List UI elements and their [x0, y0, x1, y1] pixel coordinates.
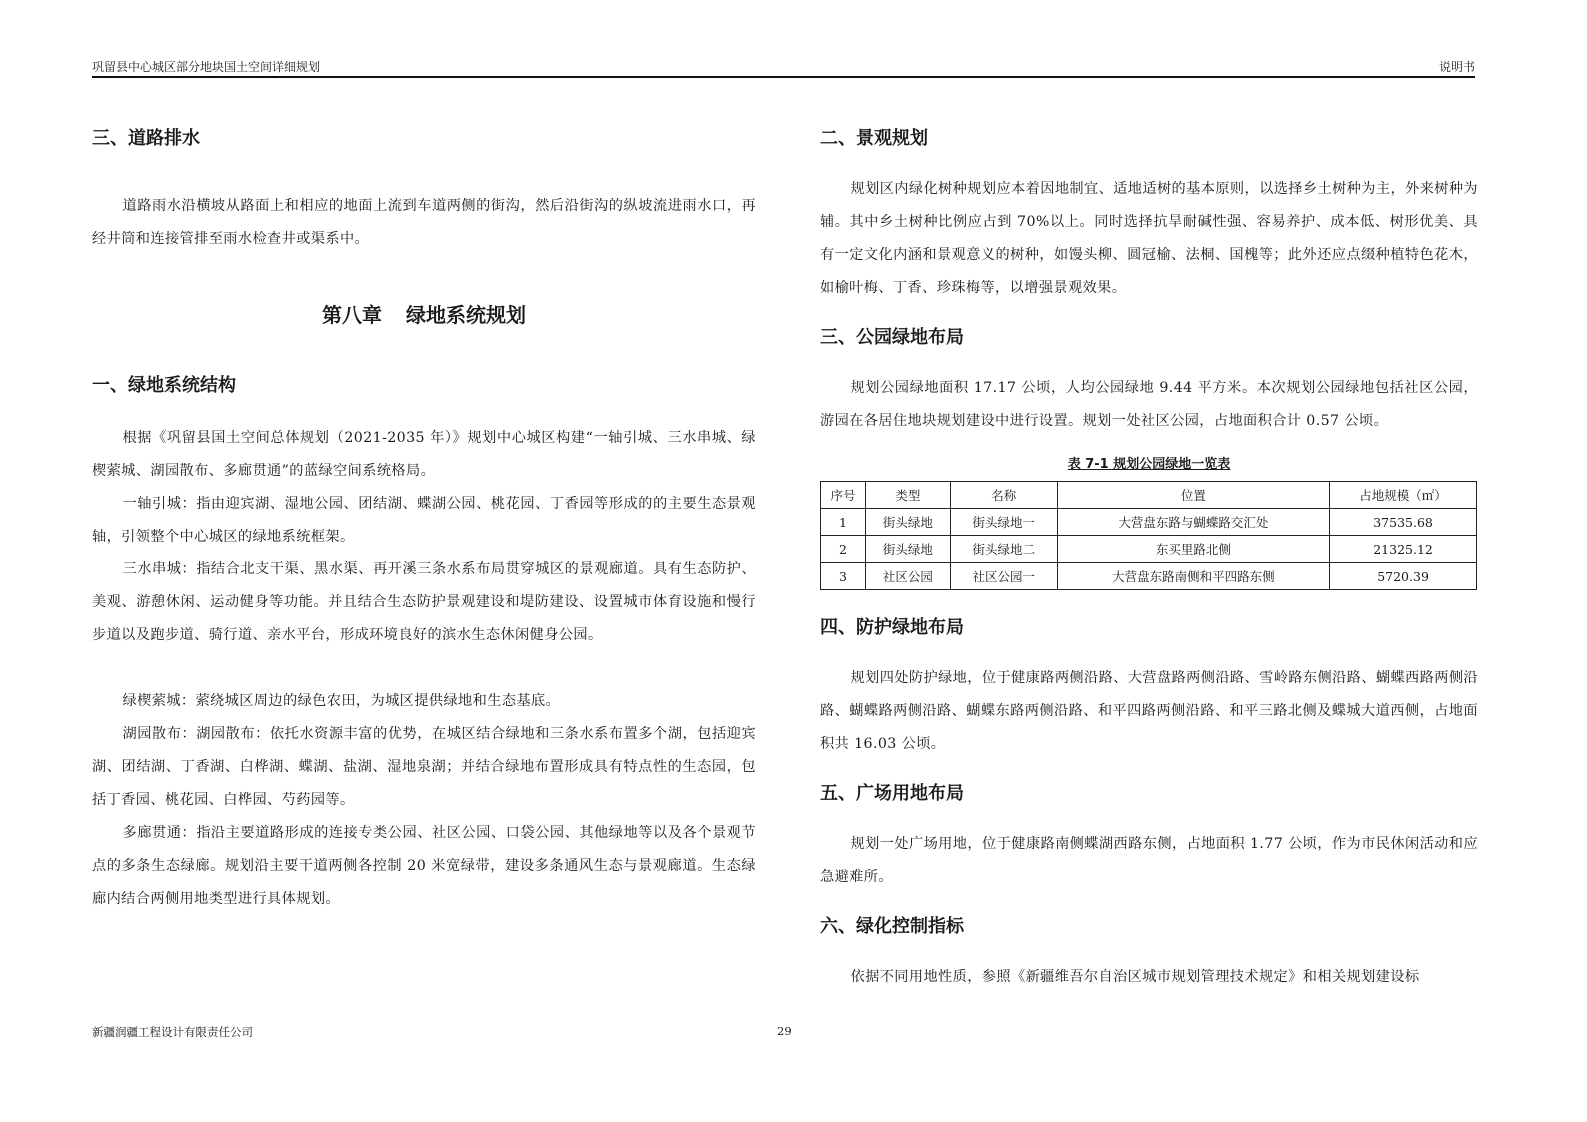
cell-name: 街头绿地二	[950, 536, 1057, 563]
table-row	[821, 536, 1477, 563]
cell-name: 街头绿地一	[950, 509, 1057, 536]
cell-type: 街头绿地	[865, 509, 950, 536]
table-caption-text: 表 7-1 规划公园绿地一览表	[1067, 457, 1231, 472]
footer-company: 新疆润疆工程设计有限责任公司	[92, 1025, 253, 1039]
paragraph-plaza: 规划一处广场用地，位于健康路南侧蝶湖西路东侧，占地面积 1.77 公顷，作为市民休闲活动和应急避难所。	[820, 836, 1478, 885]
column-header: 占地规模（㎡）	[1330, 482, 1477, 509]
paragraph-green-indicators: 依据不同用地性质，参照《新疆维吾尔自治区城市规划管理技术规定》和相关规划建设标	[850, 969, 1420, 985]
cell-area: 5720.39	[1330, 563, 1477, 590]
table-row	[821, 563, 1477, 590]
paragraph-lakes-gardens: 湖园散布：湖园散布：依托水资源丰富的优势，在城区结合绿地和三条水系布置多个湖，包括迎宾湖、团结湖、丁香湖、白桦湖、蝶湖、盐湖、湿地泉湖；并结合绿地布置形成具有特点性的生态园，包括丁香园、桃花园、白桦园、芍药园等。	[92, 726, 756, 808]
paragraph-three-waters: 三水串城：指结合北支干渠、黑水渠、再开溪三条水系布局贯穿城区的景观廊道。具有生态防护、美观、游憩休闲、运动健身等功能。并且结合生态防护景观建设和堤防建设、设置城市体育设施和慢行步道以及跑步道、骑行道、亲水平台，形成环境良好的滨水生态休闲健身公园。	[92, 561, 756, 643]
table-header-row	[821, 482, 1477, 509]
column-header: 位置	[1057, 482, 1330, 509]
column-header: 名称	[950, 482, 1057, 509]
cell-location: 东买里路北侧	[1057, 536, 1330, 563]
paragraph-landscape: 规划区内绿化树种规划应本着因地制宜、适地适树的基本原则，以选择乡土树种为主，外来树种为辅。其中乡土树种比例应占到 70%以上。同时选择抗旱耐碱性强、容易养护、成本低、树形优美、具有一定文化内涵和景观意义的树种，如馒头柳、圆冠榆、法桐、国槐等；此外还应点缀种植特色花木，如榆叶梅、丁香、珍珠梅等，以增强景观效果。	[820, 181, 1478, 296]
paragraph-axis: 一轴引城：指由迎宾湖、湿地公园、团结湖、蝶湖公园、桃花园、丁香园等形成的的主要生态景观轴，引领整个中心城区的绿地系统框架。	[92, 496, 756, 545]
header-rule	[92, 76, 1475, 78]
heading-landscape: 二、景观规划	[820, 128, 928, 149]
paragraph-corridors: 多廊贯通：指沿主要道路形成的连接专类公园、社区公园、口袋公园、其他绿地等以及各个景观节点的多条生态绿廊。规划沿主要干道两侧各控制 20 米宽绿带，建设多条通风生态与景观廊道。生态绿廊内结合两侧用地类型进行具体规划。	[92, 825, 756, 907]
chapter-number: 第八章	[322, 303, 382, 327]
cell-location: 大营盘东路南侧和平四路东侧	[1057, 563, 1330, 590]
paragraph-road-drainage: 道路雨水沿横坡从路面上和相应的地面上流到车道两侧的街沟，然后沿街沟的纵坡流进雨水口，再经井筒和连接管排至雨水检查井或渠系中。	[92, 198, 756, 247]
heading-park-layout: 三、公园绿地布局	[820, 327, 964, 348]
chapter-title	[92, 303, 756, 327]
cell-area: 37535.68	[1330, 509, 1477, 536]
park-green-table	[820, 481, 1477, 590]
paragraph-protective-green: 规划四处防护绿地，位于健康路两侧沿路、大营盘路两侧沿路、雪岭路东侧沿路、蝴蝶西路两侧沿路、蝴蝶路两侧沿路、蝴蝶东路两侧沿路、和平四路两侧沿路、和平三路北侧及蝶城大道西侧，占地面积共 16.03 公顷。	[820, 670, 1478, 752]
table-row	[821, 509, 1477, 536]
paragraph-park-layout: 规划公园绿地面积 17.17 公顷，人均公园绿地 9.44 平方米。本次规划公园绿地包括社区公园，游园在各居住地块规划建设中进行设置。规划一处社区公园，占地面积合计 0.57 公顷。	[820, 380, 1478, 429]
cell-type: 社区公园	[865, 563, 950, 590]
heading-green-indicators: 六、绿化控制指标	[820, 916, 964, 937]
heading-protective-green: 四、防护绿地布局	[820, 617, 964, 638]
table-caption	[820, 457, 1478, 473]
document-type: 说明书	[1438, 60, 1475, 74]
column-header: 序号	[821, 482, 866, 509]
column-header: 类型	[865, 482, 950, 509]
heading-green-structure: 一、绿地系统结构	[92, 375, 236, 396]
paragraph-green-wedge: 绿楔萦城：萦绕城区周边的绿色农田，为城区提供绿地和生态基底。	[122, 693, 561, 709]
cell-type: 街头绿地	[865, 536, 950, 563]
cell-index: 3	[821, 563, 866, 590]
heading-plaza: 五、广场用地布局	[820, 783, 964, 804]
cell-index: 1	[821, 509, 866, 536]
heading-road-drainage: 三、道路排水	[92, 128, 200, 149]
cell-area: 21325.12	[1330, 536, 1477, 563]
document-title: 巩留县中心城区部分地块国土空间详细规划	[92, 60, 321, 74]
chapter-name: 绿地系统规划	[406, 303, 526, 327]
cell-location: 大营盘东路与蝴蝶路交汇处	[1057, 509, 1330, 536]
cell-index: 2	[821, 536, 866, 563]
cell-name: 社区公园一	[950, 563, 1057, 590]
page-number: 29	[777, 1024, 792, 1038]
paragraph-structure-intro: 根据《巩留县国土空间总体规划（2021-2035 年）》规划中心城区构建“一轴引城、三水串城、绿楔萦城、湖园散布、多廊贯通”的蓝绿空间系统格局。	[92, 430, 756, 479]
